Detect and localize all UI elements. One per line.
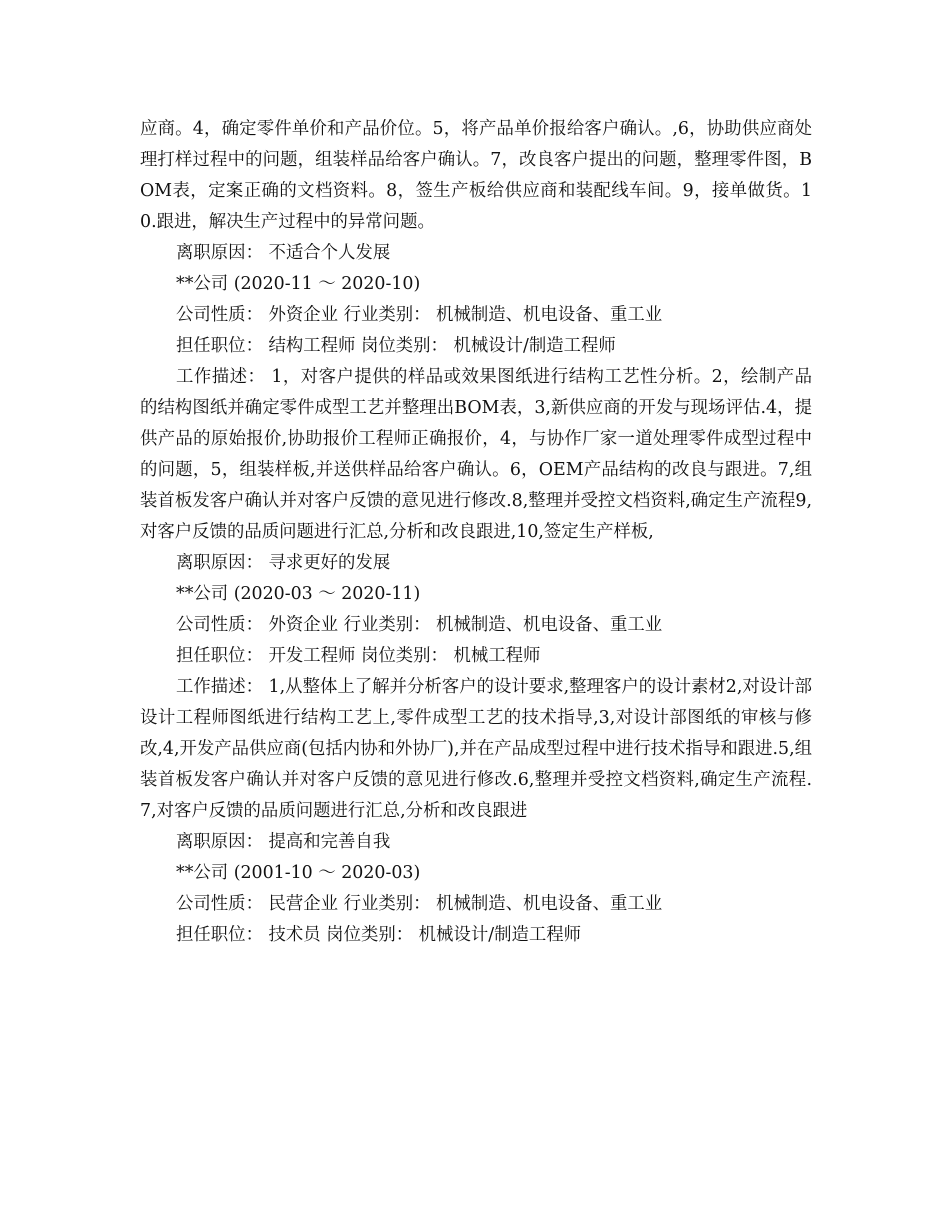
document-body <box>140 114 812 951</box>
job-position: 担任职位： 技术员 岗位类别： 机械设计/制造工程师 <box>176 925 582 945</box>
company-period: **公司 (2001-10 ～ 2020-03) <box>176 863 421 883</box>
job-position: 担任职位： 开发工程师 岗位类别： 机械工程师 <box>176 646 541 666</box>
company-type: 公司性质： 外资企业 行业类别： 机械制造、机电设备、重工业 <box>176 305 663 325</box>
leave-reason: 离职原因： 寻求更好的发展 <box>176 553 391 573</box>
company-period: **公司 (2020-03 ～ 2020-11) <box>176 584 421 604</box>
company-type: 公司性质： 外资企业 行业类别： 机械制造、机电设备、重工业 <box>176 615 663 635</box>
company-type: 公司性质： 民营企业 行业类别： 机械制造、机电设备、重工业 <box>176 894 663 914</box>
work-description: 工作描述： 1,从整体上了解并分析客户的设计要求,整理客户的设计素材2,对设计部设计工程师图纸进行结构工艺上,零件成型工艺的技术指导,3,对设计部图纸的审核与修改,4,开发产品供应商(包括内协和外协厂),并在产品成型过程中进行技术指导和跟进.5,组装首板发客户确认并对客户反馈的意见进行修改.6,整理并受控文档资料,确定生产流程.7,对客户反馈的品质问题进行汇总,分析和改良跟进 <box>140 677 813 821</box>
company-period: **公司 (2020-11 ～ 2020-10) <box>176 274 421 294</box>
work-description-continued: 应商。4，确定零件单价和产品价位。5，将产品单价报给客户确认。,6，协助供应商处理打样过程中的问题，组装样品给客户确认。7，改良客户提出的问题，整理零件图，BOM表，定案正确的文档资料。8，签生产板给供应商和装配线车间。9，接单做货。10.跟进，解决生产过程中的异常问题。 <box>140 119 812 232</box>
job-position: 担任职位： 结构工程师 岗位类别： 机械设计/制造工程师 <box>176 336 616 356</box>
leave-reason: 离职原因： 不适合个人发展 <box>176 243 391 263</box>
leave-reason: 离职原因： 提高和完善自我 <box>176 832 391 852</box>
work-description: 工作描述： 1，对客户提供的样品或效果图纸进行结构工艺性分析。2，绘制产品的结构图纸并确定零件成型工艺并整理出BOM表，3,新供应商的开发与现场评估.4，提供产品的原始报价,协助报价工程师正确报价，4，与协作厂家一道处理零件成型过程中的问题，5，组装样板,并送供样品给客户确认。6，OEM产品结构的改良与跟进。7,组装首板发客户确认并对客户反馈的意见进行修改.8,整理并受控文档资料,确定生产流程9,对客户反馈的品质问题进行汇总,分析和改良跟进,10,签定生产样板, <box>140 367 812 542</box>
